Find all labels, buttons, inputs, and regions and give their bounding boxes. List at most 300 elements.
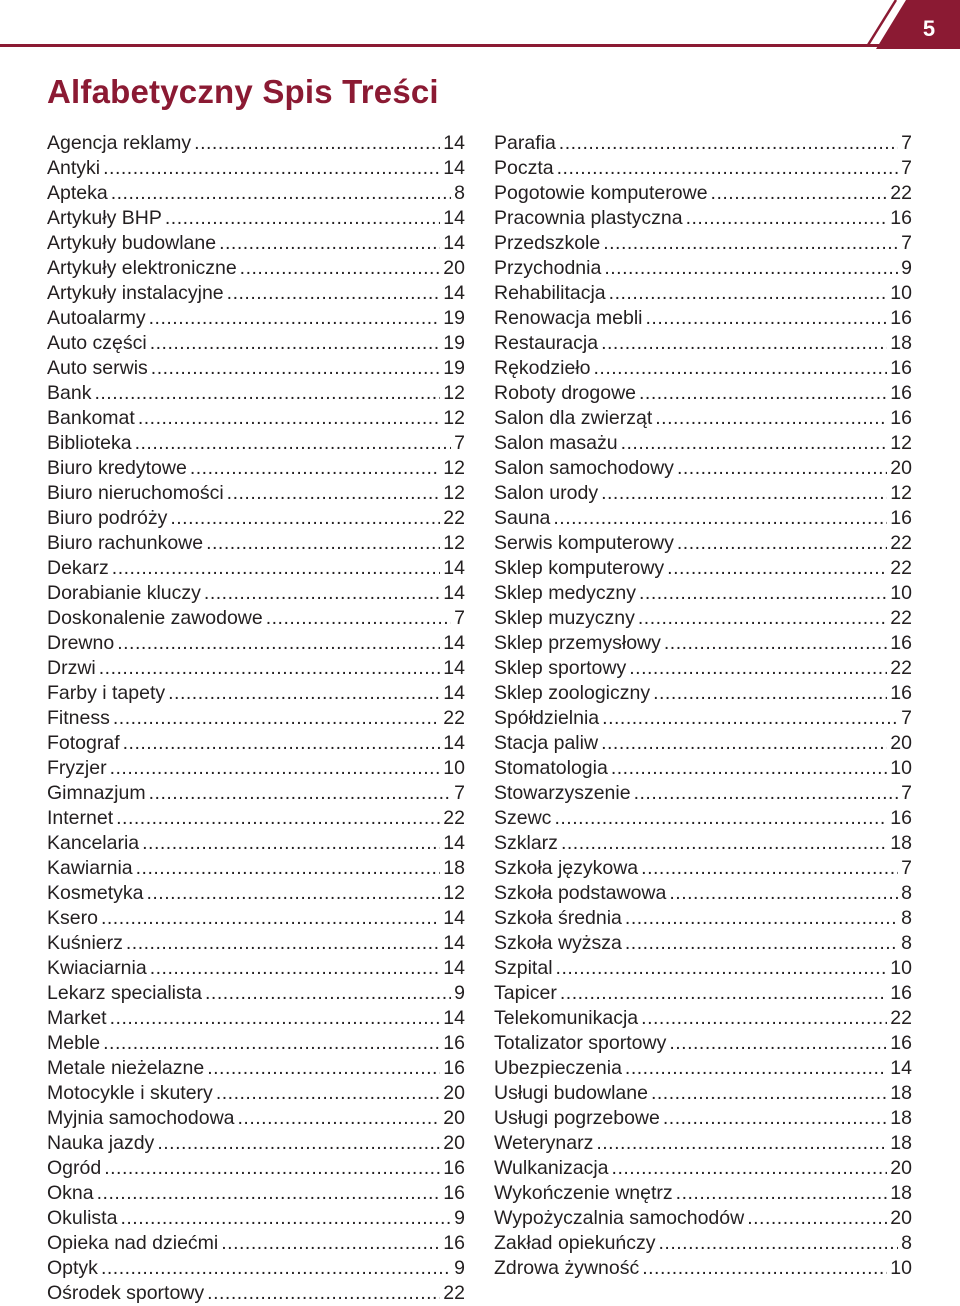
entry-page-number: 12	[443, 532, 465, 554]
dot-leader	[634, 781, 899, 806]
entry-name: Salon dla zwierząt	[494, 407, 653, 429]
index-entry	[494, 331, 912, 356]
entry-name: Antyki	[47, 157, 101, 179]
dot-leader	[207, 1281, 440, 1306]
entry-page-number: 22	[890, 557, 912, 579]
entry-name: Drzwi	[47, 657, 96, 679]
dot-leader	[205, 981, 451, 1006]
entry-name: Opieka nad dziećmi	[47, 1232, 219, 1254]
index-entry	[494, 1056, 912, 1081]
entry-page-number: 14	[443, 657, 465, 679]
entry-page-number: 14	[443, 1007, 465, 1029]
dot-leader	[227, 281, 441, 306]
dot-leader	[149, 306, 441, 331]
dot-leader	[625, 1056, 887, 1081]
index-entry	[47, 906, 465, 931]
entry-page-number: 14	[443, 282, 465, 304]
entry-name: Stomatologia	[494, 757, 608, 779]
entry-name: Weterynarz	[494, 1132, 594, 1154]
entry-name: Usługi budowlane	[494, 1082, 648, 1104]
entry-name: Spółdzielnia	[494, 707, 600, 729]
index-entry	[47, 356, 465, 381]
dot-leader	[94, 381, 440, 406]
entry-name: Wulkanizacja	[494, 1157, 609, 1179]
dot-leader	[653, 681, 887, 706]
dot-leader	[101, 906, 440, 931]
dot-leader	[123, 731, 441, 756]
entry-page-number: 16	[890, 982, 912, 1004]
entry-name: Szkoła średnia	[494, 907, 622, 929]
dot-leader	[168, 681, 440, 706]
entry-page-number: 12	[890, 432, 912, 454]
entry-name: Pogotowie komputerowe	[494, 182, 708, 204]
entry-name: Auto części	[47, 332, 147, 354]
index-entry	[494, 856, 912, 881]
entry-name: Sklep przemysłowy	[494, 632, 661, 654]
entry-page-number: 7	[454, 782, 465, 804]
dot-leader	[554, 806, 887, 831]
entry-page-number: 22	[443, 807, 465, 829]
index-entry	[47, 481, 465, 506]
entry-page-number: 16	[443, 1232, 465, 1254]
entry-name: Wykończenie wnętrz	[494, 1182, 673, 1204]
entry-page-number: 9	[901, 257, 912, 279]
entry-page-number: 14	[890, 1057, 912, 1079]
entry-name: Fotograf	[47, 732, 120, 754]
entry-page-number: 7	[901, 782, 912, 804]
dot-leader	[621, 431, 888, 456]
index-entry	[47, 1256, 465, 1281]
dot-leader	[603, 231, 898, 256]
entry-page-number: 16	[890, 1032, 912, 1054]
index-entry	[47, 956, 465, 981]
dot-leader	[227, 481, 441, 506]
entry-name: Sklep zoologiczny	[494, 682, 651, 704]
index-entry	[494, 381, 912, 406]
entry-page-number: 8	[901, 932, 912, 954]
dot-leader	[629, 656, 887, 681]
entry-name: Biuro podróży	[47, 507, 168, 529]
entry-name: Optyk	[47, 1257, 98, 1279]
dot-leader	[113, 706, 440, 731]
dot-leader	[142, 831, 440, 856]
dot-leader	[194, 131, 440, 156]
dot-leader	[641, 1006, 887, 1031]
entry-name: Okulista	[47, 1207, 118, 1229]
entry-page-number: 8	[454, 182, 465, 204]
entry-name: Auto serwis	[47, 357, 148, 379]
entry-page-number: 14	[443, 732, 465, 754]
dot-leader	[219, 231, 440, 256]
index-entry	[494, 1031, 912, 1056]
index-entry	[47, 1031, 465, 1056]
index-entry	[47, 806, 465, 831]
dot-leader	[676, 1181, 888, 1206]
index-entry	[47, 281, 465, 306]
entry-name: Sklep komputerowy	[494, 557, 665, 579]
index-entry	[47, 1231, 465, 1256]
index-entry	[494, 356, 912, 381]
entry-name: Autoalarmy	[47, 307, 146, 329]
entry-name: Fryzjer	[47, 757, 107, 779]
index-entry	[47, 631, 465, 656]
entry-name: Apteka	[47, 182, 108, 204]
dot-leader	[638, 606, 887, 631]
dot-leader	[266, 606, 451, 631]
index-entry	[47, 381, 465, 406]
entry-name: Artykuły BHP	[47, 207, 162, 229]
dot-leader	[99, 656, 441, 681]
index-entry	[47, 1081, 465, 1106]
entry-name: Okna	[47, 1182, 94, 1204]
entry-page-number: 14	[443, 632, 465, 654]
dot-leader	[747, 1206, 887, 1231]
index-entry	[47, 981, 465, 1006]
index-entry	[47, 506, 465, 531]
entry-page-number: 19	[443, 332, 465, 354]
entry-page-number: 20	[890, 1207, 912, 1229]
index-entry	[494, 1231, 912, 1256]
entry-name: Tapicer	[494, 982, 557, 1004]
entry-page-number: 8	[901, 1232, 912, 1254]
dot-leader	[663, 1106, 887, 1131]
index-entry	[494, 1181, 912, 1206]
index-entry	[47, 1056, 465, 1081]
index-entry	[47, 1156, 465, 1181]
entry-page-number: 16	[890, 632, 912, 654]
entry-page-number: 7	[901, 132, 912, 154]
entry-page-number: 7	[454, 432, 465, 454]
dot-leader	[117, 631, 440, 656]
header-decoration	[0, 0, 960, 60]
index-entry	[47, 431, 465, 456]
entry-name: Szkoła wyższa	[494, 932, 622, 954]
index-column-left	[47, 131, 465, 1306]
entry-page-number: 20	[890, 1157, 912, 1179]
index-entry	[47, 531, 465, 556]
entry-name: Szklarz	[494, 832, 558, 854]
entry-name: Sklep medyczny	[494, 582, 636, 604]
entry-name: Sklep muzyczny	[494, 607, 635, 629]
entry-page-number: 7	[454, 607, 465, 629]
entry-page-number: 16	[890, 382, 912, 404]
entry-page-number: 16	[890, 357, 912, 379]
entry-page-number: 7	[901, 707, 912, 729]
entry-name: Metale nieżelazne	[47, 1057, 205, 1079]
dot-leader	[596, 1131, 887, 1156]
index-entry	[494, 531, 912, 556]
entry-page-number: 14	[443, 907, 465, 929]
index-entry	[494, 781, 912, 806]
index-entry	[494, 1256, 912, 1281]
page-number: 5	[922, 16, 936, 41]
entry-name: Przychodnia	[494, 257, 602, 279]
dot-leader	[639, 581, 887, 606]
index-entry	[47, 656, 465, 681]
dot-leader	[138, 406, 440, 431]
entry-name: Motocykle i skutery	[47, 1082, 213, 1104]
index-entry	[47, 706, 465, 731]
entry-page-number: 22	[443, 507, 465, 529]
entry-name: Biuro nieruchomości	[47, 482, 224, 504]
entry-name: Market	[47, 1007, 107, 1029]
index-entry	[494, 456, 912, 481]
dot-leader	[170, 506, 440, 531]
index-entry	[494, 1081, 912, 1106]
dot-leader	[165, 206, 440, 231]
index-entry	[494, 806, 912, 831]
entry-name: Kancelaria	[47, 832, 140, 854]
entry-page-number: 18	[890, 1182, 912, 1204]
dot-leader	[110, 1006, 441, 1031]
entry-page-number: 20	[443, 1132, 465, 1154]
entry-page-number: 14	[443, 557, 465, 579]
entry-page-number: 22	[890, 657, 912, 679]
entry-name: Dekarz	[47, 557, 109, 579]
entry-name: Ośrodek sportowy	[47, 1282, 205, 1304]
index-entry	[494, 731, 912, 756]
index-entry	[494, 681, 912, 706]
entry-name: Szkoła językowa	[494, 857, 639, 879]
entry-page-number: 18	[890, 1132, 912, 1154]
entry-name: Bank	[47, 382, 92, 404]
entry-page-number: 14	[443, 157, 465, 179]
index-entry	[47, 781, 465, 806]
entry-page-number: 16	[443, 1182, 465, 1204]
entry-name: Roboty drogowe	[494, 382, 637, 404]
index-entry	[494, 231, 912, 256]
entry-page-number: 10	[443, 757, 465, 779]
entry-name: Drewno	[47, 632, 115, 654]
dot-leader	[206, 531, 440, 556]
entry-name: Bankomat	[47, 407, 135, 429]
entry-page-number: 14	[443, 957, 465, 979]
entry-page-number: 14	[443, 132, 465, 154]
entry-name: Salon samochodowy	[494, 457, 674, 479]
entry-page-number: 9	[454, 1207, 465, 1229]
index-entry	[47, 731, 465, 756]
index-entry	[494, 981, 912, 1006]
index-entry	[494, 1156, 912, 1181]
index-entry	[494, 181, 912, 206]
entry-page-number: 14	[443, 832, 465, 854]
entry-name: Ksero	[47, 907, 98, 929]
entry-name: Artykuły instalacyjne	[47, 282, 224, 304]
index-entry	[47, 156, 465, 181]
entry-name: Wypożyczalnia samochodów	[494, 1207, 745, 1229]
dot-leader	[120, 1206, 451, 1231]
entry-page-number: 20	[890, 732, 912, 754]
entry-page-number: 18	[890, 832, 912, 854]
entry-name: Szkoła podstawowa	[494, 882, 667, 904]
entry-name: Biuro rachunkowe	[47, 532, 204, 554]
entry-name: Zdrowa żywność	[494, 1257, 640, 1279]
entry-page-number: 8	[901, 882, 912, 904]
dot-leader	[646, 306, 888, 331]
entry-name: Poczta	[494, 157, 554, 179]
dot-leader	[677, 456, 887, 481]
index-entry	[47, 206, 465, 231]
entry-page-number: 22	[890, 182, 912, 204]
index-column-right	[494, 131, 912, 1281]
dot-leader	[601, 731, 887, 756]
entry-name: Nauka jazdy	[47, 1132, 155, 1154]
index-entry	[494, 156, 912, 181]
index-entry	[47, 681, 465, 706]
dot-leader	[559, 131, 898, 156]
index-entry	[494, 906, 912, 931]
entry-name: Szewc	[494, 807, 552, 829]
entry-page-number: 12	[443, 382, 465, 404]
entry-page-number: 14	[443, 582, 465, 604]
dot-leader	[601, 331, 887, 356]
index-entry	[494, 281, 912, 306]
entry-page-number: 16	[890, 807, 912, 829]
dot-leader	[641, 856, 898, 881]
entry-name: Kuśnierz	[47, 932, 123, 954]
entry-page-number: 16	[443, 1057, 465, 1079]
dot-leader	[604, 256, 898, 281]
index-entry	[47, 456, 465, 481]
dot-leader	[136, 856, 441, 881]
entry-page-number: 18	[890, 1107, 912, 1129]
index-entry	[494, 431, 912, 456]
entry-name: Salon urody	[494, 482, 599, 504]
index-entry	[494, 131, 912, 156]
entry-page-number: 12	[443, 482, 465, 504]
entry-name: Internet	[47, 807, 114, 829]
entry-name: Salon masażu	[494, 432, 618, 454]
dot-leader	[593, 356, 887, 381]
entry-page-number: 22	[890, 1007, 912, 1029]
entry-name: Parafia	[494, 132, 556, 154]
entry-page-number: 20	[443, 1082, 465, 1104]
entry-name: Zakład opiekuńczy	[494, 1232, 656, 1254]
dot-leader	[642, 1256, 887, 1281]
dot-leader	[238, 1106, 441, 1131]
index-entry	[494, 1006, 912, 1031]
index-entry	[494, 756, 912, 781]
entry-name: Kawiarnia	[47, 857, 133, 879]
entry-name: Pracownia plastyczna	[494, 207, 683, 229]
entry-page-number: 10	[890, 282, 912, 304]
index-entry	[47, 1281, 465, 1306]
index-entry	[47, 856, 465, 881]
dot-leader	[625, 906, 898, 931]
entry-name: Artykuły elektroniczne	[47, 257, 237, 279]
index-entry	[494, 506, 912, 531]
entry-name: Ogród	[47, 1157, 102, 1179]
entry-page-number: 19	[443, 307, 465, 329]
dot-leader	[557, 156, 899, 181]
index-entry	[47, 306, 465, 331]
dot-leader	[655, 406, 887, 431]
index-entry	[494, 956, 912, 981]
index-entry	[47, 1006, 465, 1031]
entry-name: Sauna	[494, 507, 551, 529]
dot-leader	[556, 956, 888, 981]
dot-leader	[151, 356, 441, 381]
entry-page-number: 7	[901, 157, 912, 179]
index-entry	[47, 181, 465, 206]
entry-name: Farby i tapety	[47, 682, 166, 704]
entry-page-number: 16	[890, 682, 912, 704]
entry-name: Szpital	[494, 957, 553, 979]
dot-leader	[664, 631, 887, 656]
index-entry	[494, 206, 912, 231]
dot-leader	[126, 931, 440, 956]
dot-leader	[602, 706, 898, 731]
dot-leader	[659, 1231, 899, 1256]
entry-name: Dorabianie kluczy	[47, 582, 201, 604]
index-entry	[494, 256, 912, 281]
entry-page-number: 7	[901, 232, 912, 254]
entry-name: Totalizator sportowy	[494, 1032, 667, 1054]
entry-page-number: 20	[890, 457, 912, 479]
entry-page-number: 14	[443, 232, 465, 254]
dot-leader	[101, 1256, 451, 1281]
dot-leader	[110, 756, 441, 781]
index-entry	[47, 1181, 465, 1206]
index-entry	[47, 131, 465, 156]
index-entry	[494, 306, 912, 331]
entry-name: Stacja paliw	[494, 732, 599, 754]
index-entry	[47, 256, 465, 281]
dot-leader	[221, 1231, 440, 1256]
dot-leader	[103, 1031, 440, 1056]
entry-page-number: 16	[890, 507, 912, 529]
entry-page-number: 16	[890, 407, 912, 429]
entry-page-number: 22	[443, 707, 465, 729]
dot-leader	[601, 481, 887, 506]
entry-name: Doskonalenie zawodowe	[47, 607, 263, 629]
entry-page-number: 14	[443, 207, 465, 229]
index-entry	[47, 931, 465, 956]
entry-page-number: 10	[890, 1257, 912, 1279]
entry-page-number: 9	[454, 982, 465, 1004]
dot-leader	[560, 981, 887, 1006]
index-entry	[47, 606, 465, 631]
dot-leader	[112, 556, 441, 581]
dot-leader	[667, 556, 887, 581]
index-entry	[494, 1131, 912, 1156]
dot-leader	[651, 1081, 887, 1106]
entry-page-number: 10	[890, 582, 912, 604]
dot-leader	[612, 1156, 888, 1181]
index-entry	[494, 606, 912, 631]
dot-leader	[677, 531, 887, 556]
entry-name: Stowarzyszenie	[494, 782, 631, 804]
entry-page-number: 8	[901, 907, 912, 929]
entry-page-number: 16	[890, 307, 912, 329]
entry-name: Gimnazjum	[47, 782, 146, 804]
index-entry	[47, 556, 465, 581]
index-entry	[494, 931, 912, 956]
entry-page-number: 19	[443, 357, 465, 379]
dot-leader	[146, 881, 440, 906]
entry-page-number: 16	[443, 1157, 465, 1179]
entry-page-number: 16	[443, 1032, 465, 1054]
index-entry	[494, 1206, 912, 1231]
index-entry	[494, 831, 912, 856]
index-entry	[47, 231, 465, 256]
entry-page-number: 12	[443, 457, 465, 479]
entry-page-number: 20	[443, 257, 465, 279]
entry-name: Sklep sportowy	[494, 657, 627, 679]
entry-name: Biblioteka	[47, 432, 132, 454]
dot-leader	[157, 1131, 440, 1156]
page-title: Alfabetyczny Spis Treści	[47, 73, 439, 110]
